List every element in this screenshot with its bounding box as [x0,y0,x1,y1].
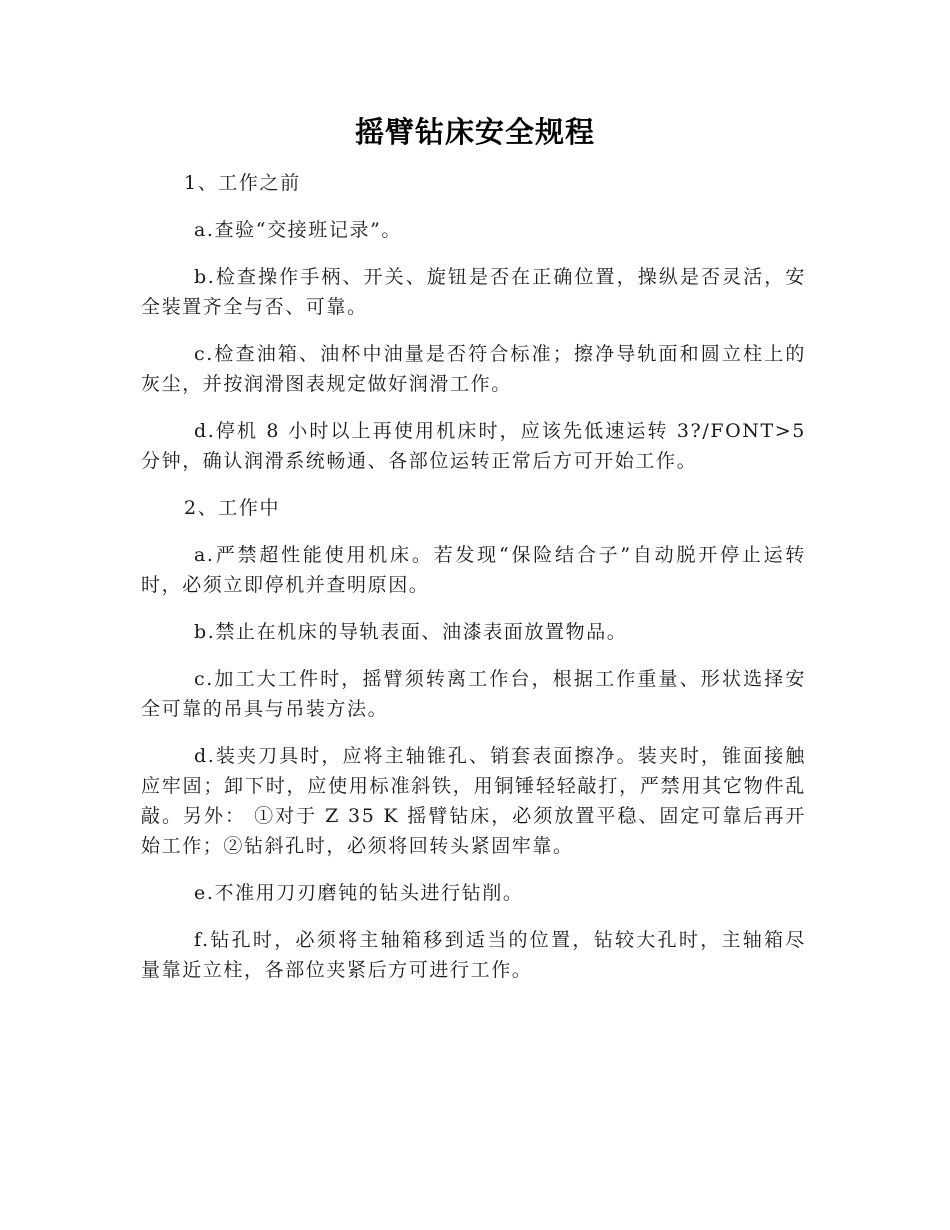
rule-paragraph: d.停机 8 小时以上再使用机床时，应该先低速运转 3?/FONT>5 分钟，确认润滑系统畅通、各部位运转正常后方可开始工作。 [141,420,806,472]
rule-paragraph: d.装夹刀具时，应将主轴锥孔、销套表面擦净。装夹时，锥面接触应牢固；卸下时，应使用标准斜铁，用铜锤轻轻敲打，严禁用其它物件乱敲。另外： ①对于 Z 35 K 摇臂钻床，必须放置平稳、固定可靠后再开始工作；②钻斜孔时，必须将回转头紧固牢靠。 [141,745,806,857]
rule-paragraph: c.加工大工件时，摇臂须转离工作台，根据工作重量、形状选择安全可靠的吊具与吊装方法。 [141,668,806,720]
rule-paragraph: a.严禁超性能使用机床。若发现“保险结合子”自动脱开停止运转时，必须立即停机并查明原因。 [141,544,806,596]
rule-paragraph: a.查验“交接班记录”。 [194,219,402,241]
rule-paragraph: b.禁止在机床的导轨表面、油漆表面放置物品。 [194,621,628,643]
section-heading-during-work: 2、工作中 [184,497,281,519]
document-body [141,168,806,1002]
rule-paragraph: b.检查操作手柄、开关、旋钮是否在正确位置，操纵是否灵活，安全装置齐全与否、可靠。 [141,266,806,318]
rule-paragraph: e.不准用刀刃磨钝的钻头进行钻削。 [194,882,524,904]
document-title: 摇臂钻床安全规程 [354,115,595,149]
rule-paragraph: f.钻孔时，必须将主轴箱移到适当的位置，钻较大孔时，主轴箱尽量靠近立柱，各部位夹紧后方可进行工作。 [141,929,806,981]
section-heading-before-work: 1、工作之前 [184,172,301,194]
rule-paragraph: c.检查油箱、油杯中油量是否符合标准；擦净导轨面和圆立柱上的灰尘，并按润滑图表规定做好润滑工作。 [141,343,806,395]
